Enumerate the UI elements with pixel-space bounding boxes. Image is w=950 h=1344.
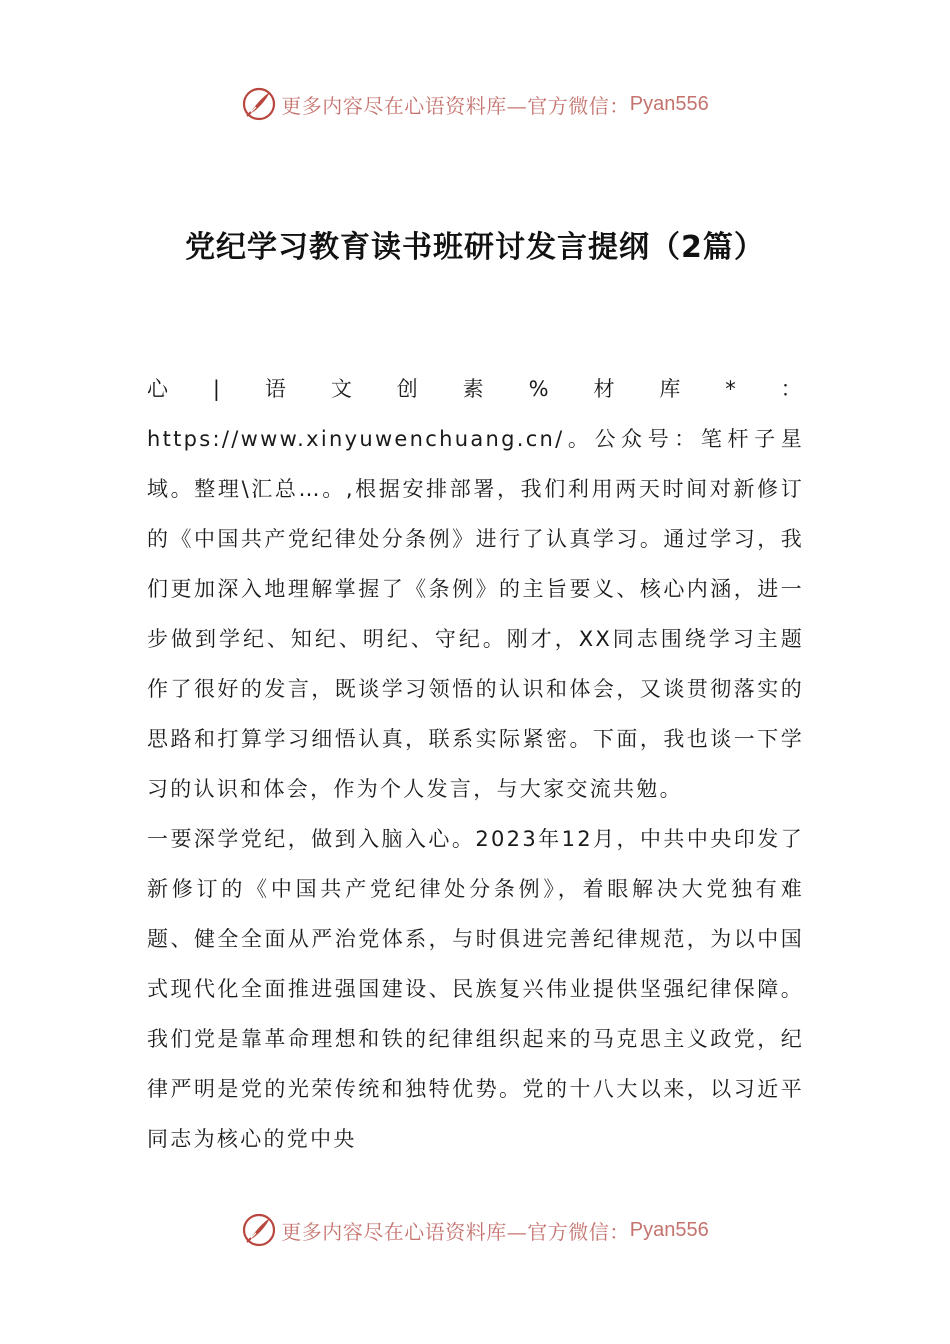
footer-banner-text: 更多内容尽在心语资料库—官方微信： — [281, 1219, 630, 1244]
body-paragraph-2: 一要深学党纪，做到入脑入心。2023年12月，中共中央印发了新修订的《中国共产党纪律处分条例》，着眼解决大党独有难题、健全全面从严治党体系，与时俱进完善纪律规范，为以中国式现代化全面推进强国建设、民族复兴伟业提供坚强纪律保障。我们党是靠革命理想和铁的纪律组织起来的马克思主义政党，纪律严明是党的光荣传统和独特优势。党的十八大以来，以习近平同志为核心的党中央 — [147, 827, 804, 1151]
footer-banner — [0, 1210, 950, 1250]
body-paragraph-1: 心|语文创素%材库*：https://www.xinyuwenchuang.cn/。公众号：笔杆子星域。整理\汇总…。,根据安排部署，我们利用两天时间对新修订的《中国共产党纪律处分条例》进行了认真学习。通过学习，我们更加深入地理解掌握了《条例》的主旨要义、核心内涵，进一步做到学纪、知纪、明纪、守纪。刚才，XX同志围绕学习主题作了很好的发言，既谈学习领悟的认识和体会，又谈贯彻落实的思路和打算学习细悟认真，联系实际紧密。下面，我也谈一下学习的认识和体会，作为个人发言，与大家交流共勉。 — [147, 377, 804, 801]
header-banner — [0, 84, 950, 124]
document-body — [147, 364, 804, 1164]
header-wechat-id: Pyan556 — [629, 92, 709, 115]
document-title: 党纪学习教育读书班研讨发言提纲（2篇） — [185, 230, 765, 265]
footer-wechat-id: Pyan556 — [629, 1218, 709, 1241]
header-banner-text: 更多内容尽在心语资料库—官方微信： — [281, 93, 630, 118]
quill-logo-icon — [241, 1212, 277, 1248]
quill-logo-icon — [241, 86, 277, 122]
